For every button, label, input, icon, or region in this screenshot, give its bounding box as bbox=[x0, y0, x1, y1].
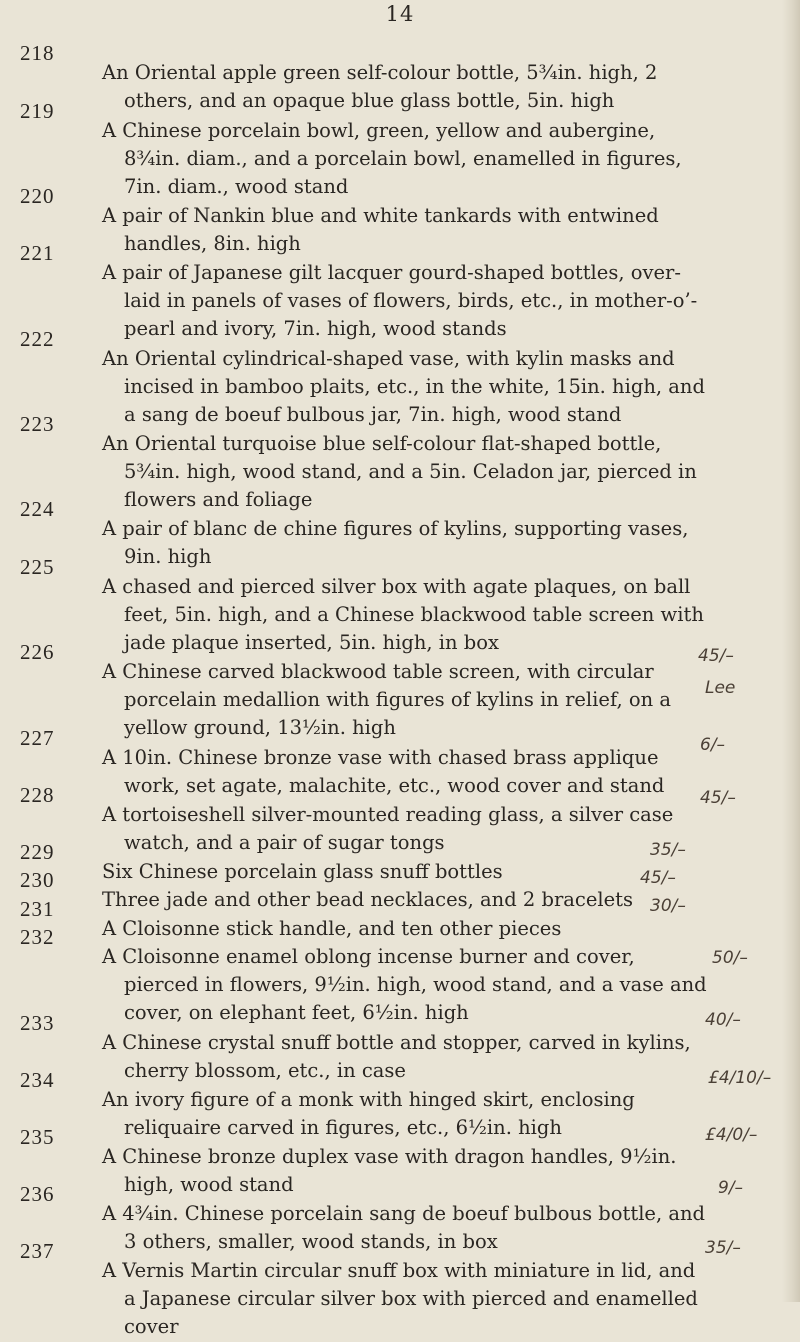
handwritten-buyer: Lee bbox=[705, 678, 736, 698]
handwritten-price: 45/– bbox=[700, 788, 736, 808]
lot-description: A Cloisonne enamel oblong incense burner and cover, pierced in flowers, 9½in. high, wood stand, and a vase and cover, on elephant feet, 6½in. high bbox=[102, 944, 707, 1025]
lot-number: 225 bbox=[20, 555, 55, 579]
handwritten-price: 50/– bbox=[712, 948, 748, 968]
handwritten-price: 35/– bbox=[705, 1238, 741, 1258]
page-number: 14 bbox=[385, 2, 415, 26]
lot-number: 227 bbox=[20, 726, 55, 750]
lot-description: A Chinese bronze duplex vase with dragon handles, 9½in. high, wood stand bbox=[102, 1144, 677, 1196]
handwritten-price: 30/– bbox=[650, 896, 686, 916]
lot-description: A Vernis Martin circular snuff box with miniature in lid, and a Japanese circular silver box with pierced and enamelled cover bbox=[102, 1258, 698, 1339]
lot-number: 220 bbox=[20, 184, 55, 208]
lot-description: Three jade and other bead necklaces, and 2 bracelets bbox=[102, 887, 633, 911]
lot-description: A 4¾in. Chinese porcelain sang de boeuf bulbous bottle, and 3 others, smaller, wood stands, in box bbox=[102, 1201, 706, 1253]
lot-number: 233 bbox=[20, 1011, 55, 1035]
handwritten-price: 6/– bbox=[700, 735, 726, 755]
handwritten-price: 45/– bbox=[640, 868, 676, 888]
handwritten-price: 45/– bbox=[698, 646, 734, 666]
lot-number: 222 bbox=[20, 327, 55, 351]
handwritten-price: 35/– bbox=[650, 840, 686, 860]
lot-description: An Oriental apple green self-colour bottle, 5¾in. high, 2 others, and an opaque blue glass bottle, 5in. high bbox=[102, 60, 658, 112]
handwritten-price: £4/10/– bbox=[708, 1068, 772, 1088]
lot-number: 223 bbox=[20, 412, 55, 436]
handwritten-price: 40/– bbox=[705, 1010, 741, 1030]
lot-description: A pair of blanc de chine figures of kylins, supporting vases, 9in. high bbox=[102, 516, 689, 568]
lot-description: A chased and pierced silver box with agate plaques, on ball feet, 5in. high, and a Chinese blackwood table screen with jade plaque inserted, 5in. high, in box bbox=[102, 574, 704, 655]
lot-description: Six Chinese porcelain glass snuff bottles bbox=[102, 859, 503, 883]
handwritten-price: £4/0/– bbox=[705, 1125, 758, 1145]
lot-description: A pair of Japanese gilt lacquer gourd-shaped bottles, over-laid in panels of vases of flowers, birds, etc., in mother-o’-pearl and ivory, 7in. high, wood stands bbox=[102, 260, 698, 341]
lot-number: 236 bbox=[20, 1182, 55, 1206]
lot-number: 221 bbox=[20, 241, 55, 265]
lot-number: 231 bbox=[20, 897, 55, 921]
lot-number: 224 bbox=[20, 497, 55, 521]
lot-number: 230 bbox=[20, 868, 55, 892]
lot-number: 229 bbox=[20, 840, 55, 864]
lot-description: A Chinese crystal snuff bottle and stopper, carved in kylins, cherry blossom, etc., in case bbox=[102, 1030, 691, 1082]
handwritten-price: 9/– bbox=[718, 1178, 744, 1198]
lot-description: An Oriental turquoise blue self-colour flat-shaped bottle, 5¾in. high, wood stand, and a 5in. Celadon jar, pierced in flowers and foliage bbox=[102, 431, 697, 512]
lot-number: 219 bbox=[20, 99, 55, 123]
lot-description: A tortoiseshell silver-mounted reading glass, a silver case watch, and a pair of sugar tongs bbox=[102, 802, 674, 854]
lot-description: A Cloisonne stick handle, and ten other pieces bbox=[102, 916, 562, 940]
lot-description: An Oriental cylindrical-shaped vase, with kylin masks and incised in bamboo plaits, etc., in the white, 15in. high, and a sang de boeuf bulbous jar, 7in. high, wood stand bbox=[102, 346, 705, 427]
lot-description: A Chinese porcelain bowl, green, yellow and aubergine, 8¾in. diam., and a porcelain bowl, enamelled in figures, 7in. diam., wood stand bbox=[102, 118, 682, 199]
lot-number: 228 bbox=[20, 783, 55, 807]
lot-number: 218 bbox=[20, 41, 55, 65]
lot-number: 232 bbox=[20, 925, 55, 949]
lot-description: A Chinese carved blackwood table screen, with circular porcelain medallion with figures of kylins in relief, on a yellow ground, 13½in. high bbox=[102, 659, 671, 740]
lot-description: A 10in. Chinese bronze vase with chased brass applique work, set agate, malachite, etc., wood cover and stand bbox=[102, 745, 665, 797]
lot-number: 226 bbox=[20, 640, 55, 664]
lot-description: An ivory figure of a monk with hinged skirt, enclosing reliquaire carved in figures, etc., 6½in. high bbox=[102, 1087, 635, 1139]
page-edge bbox=[782, 0, 800, 1302]
lot-description: A pair of Nankin blue and white tankards with entwined handles, 8in. high bbox=[102, 203, 659, 255]
lot-number: 234 bbox=[20, 1068, 55, 1092]
lot-number: 237 bbox=[20, 1239, 55, 1263]
lot-number: 235 bbox=[20, 1125, 55, 1149]
